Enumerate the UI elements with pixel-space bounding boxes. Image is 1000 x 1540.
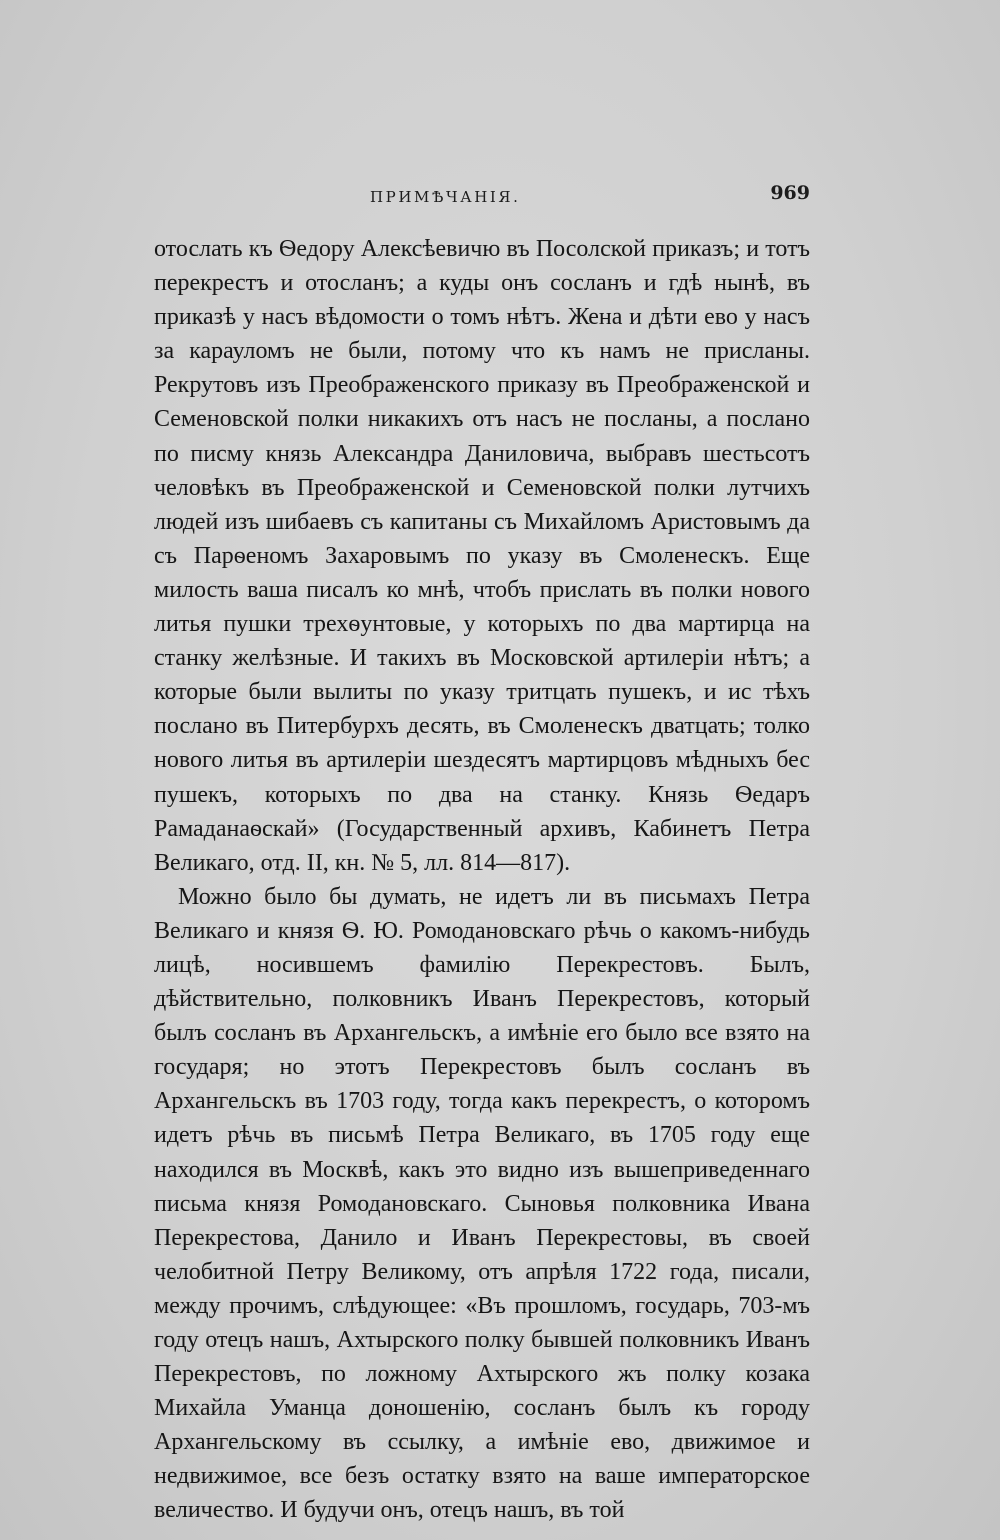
- paragraph-continued: отослать къ Ѳедору Алексѣевичю въ Посолской приказъ; и тотъ перекрестъ и отосланъ; а куды онъ сосланъ и гдѣ нынѣ, въ приказѣ у насъ вѣдомости о томъ нѣтъ. Жена и дѣти ево у насъ за карауломъ не были, потому что къ намъ не присланы. Рекрутовъ изъ Преображенского приказу въ Преображенской и Семеновской полки никакихъ отъ насъ не посланы, а послано по писму князь Александра Даниловича, выбравъ шестьсотъ человѣкъ въ Преображенской и Семеновской полки лутчихъ людей изъ шибаевъ съ капитаны съ Михайломъ Аристовымъ да съ Парѳеномъ Захаровымъ по указу въ Смоленескъ. Еще милость ваша писалъ ко мнѣ, чтобъ прислать въ полки нового литья пушки трехѳунтовые, у которыхъ по два мартирца на станку желѣзные. И такихъ въ Московской артилеріи нѣтъ; а которые были вылиты по указу тритцать пушекъ, и ис тѣхъ послано въ Питербурхъ десять, въ Смоленескъ дватцать; толко нового литья въ артилеріи шездесятъ мартирцовъ мѣдныхъ бес пушекъ, которыхъ по два на станку. Князь Ѳедаръ Рамаданаѳскай» (Государственный архивъ, Кабинетъ Петра Великаго, отд. II, кн. № 5, лл. 814—817).: [154, 236, 810, 876]
- running-title: ПРИМѢЧАНІЯ.: [370, 188, 521, 206]
- page-number: 969: [770, 182, 810, 204]
- paragraph: Можно было бы думать, не идетъ ли въ письмахъ Петра Великаго и князя Ѳ. Ю. Ромодановскаго рѣчь о какомъ-нибудь лицѣ, носившемъ фамилію Перекрестовъ. Былъ, дѣйствительно, полковникъ Иванъ Перекрестовъ, который былъ сосланъ въ Архангельскъ, а имѣніе его было все взято на государя; но этотъ Перекрестовъ былъ сосланъ въ Архангельскъ въ 1703 году, тогда какъ перекрестъ, о которомъ идетъ рѣчь въ письмѣ Петра Великаго, въ 1705 году еще находился въ Москвѣ, какъ это видно изъ вышеприведеннаго письма князя Ромодановскаго. Сыновья полковника Ивана Перекрестова, Данило и Иванъ Перекрестовы, въ своей челобитной Петру Великому, отъ апрѣля 1722 года, писали, между прочимъ, слѣдующее: «Въ прошломъ, государь, 703-мъ году отецъ нашъ, Ахтырского полку бывшей полковникъ Иванъ Перекрестовъ, по ложному Ахтырского жъ полку козака Михайла Уманца доношенію, сосланъ былъ къ городу Архангельскому въ ссылку, а имѣніе ево, движимое и недвижимое, все безъ остатку взято на ваше императорское величество. И будучи онъ, отецъ нашъ, въ той: [154, 883, 810, 1524]
- page-header: [154, 180, 810, 220]
- body-text: [154, 232, 810, 1528]
